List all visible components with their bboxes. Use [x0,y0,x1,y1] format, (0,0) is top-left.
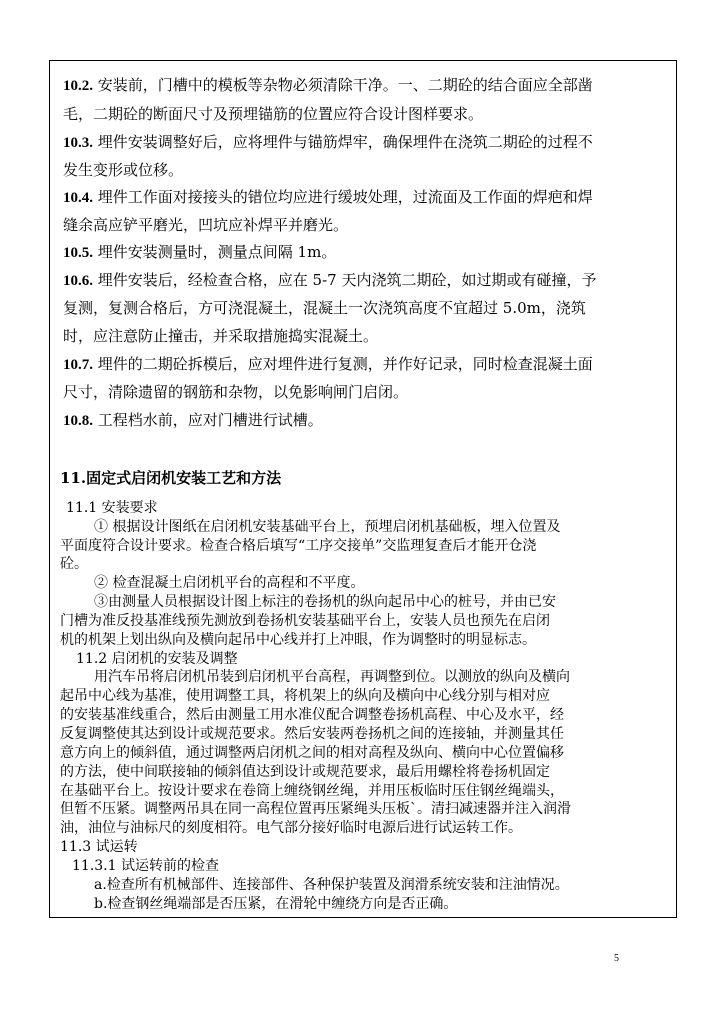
item-10-8-num: 10.8. [63,413,93,429]
item-10-6-num: 10.6. [63,273,93,289]
s11-2-line-2: 起吊中心线为基准，使用调整工具，将机架上的纵向及横向中心线分别与相对应 [60,688,550,704]
page-number: 5 [614,953,619,964]
s11-2-line-8: 但暂不压紧。调整两吊具在同一高程位置再压紧绳头压板`。清扫减速器并注入润滑 [60,801,571,817]
s11-1-line-6: 门槽为准反投基准线预先测放到卷扬机安装基础平台上，安装人员也预先在启闭 [60,613,550,629]
item-10-2-line-2: 毛，二期砼的断面尺寸及预埋锚筋的位置应符合设计图样要求。 [63,105,484,123]
s11-1-line-4: ② 检查混凝土启闭机平台的高程和不平度。 [94,575,365,591]
item-10-2-line-1: 10.2. 安装前，门槽中的模板等杂物必须清除干净。一、二期砼的结合面应全部凿 [63,76,593,94]
section-11-1-title: 11.1 安装要求 [66,500,158,516]
item-10-7-line-2: 尺寸，清除遗留的钢筋和杂物，以免影响闸门启闭。 [63,383,409,401]
s11-3-1-line-1: a.检查所有机械部件、连接部件、各种保护装置及润滑系统安装和注油情况。 [94,877,569,893]
s11-1-line-3: 砼。 [60,556,88,572]
item-10-6-line-1: 10.6. 埋件安装后，经检查合格，应在 5-7 天内浇筑二期砼，如过期或有碰撞，予 [63,271,597,289]
s11-2-line-6: 的方法，使中间联接轴的倾斜值达到设计或规范要求，最后用螺栓将卷扬机固定 [60,764,550,780]
item-10-7-line-1: 10.7. 埋件的二期砼拆模后，应对埋件进行复测，并作好记录，同时检查混凝土面 [63,355,593,373]
s11-2-line-9: 油，油位与油标尺的刻度相符。电气部分接好临时电源后进行试运转工作。 [60,820,522,836]
s11-2-line-7: 在基础平台上。按设计要求在卷筒上缠绕钢丝绳，并用压板临时压住钢丝绳端头， [60,783,564,799]
item-10-6-line-2: 复测，复测合格后，方可浇混凝土，混凝土一次浇筑高度不宜超过 5.0m，浇筑 [63,299,586,317]
section-11-3-1-title: 11.3.1 试运转前的检查 [72,858,219,874]
section-11-heading: 11.固定式启闭机安装工艺和方法 [60,469,282,487]
s11-2-line-3: 的安装基准线重合，然后由测量工用水准仪配合调整卷扬机高程、中心及水平，经 [60,707,564,723]
s11-2-line-5: 意方向上的倾斜值，通过调整两启闭机之间的相对高程及纵向、横向中心位置偏移 [60,745,564,761]
item-10-5-line-1: 10.5. 埋件安装测量时，测量点间隔 1m。 [63,243,337,261]
item-10-3-line-2: 发生变形或位移。 [63,161,184,179]
item-10-8-line-1: 10.8. 工程档水前，应对门槽进行试槽。 [63,411,323,429]
s11-1-line-2: 平面度符合设计要求。检查合格后填写“工序交接单”交监理复查后才能开仓浇 [60,538,537,554]
item-10-4-line-1: 10.4. 埋件工作面对接接头的错位均应进行缓坡处理，过流面及工作面的焊疤和焊 [63,188,593,206]
item-10-7-num: 10.7. [63,357,93,373]
s11-1-line-5: ③由测量人员根据设计图上标注的卷扬机的纵向起吊中心的桩号，并由已安 [94,594,556,610]
item-10-4-num: 10.4. [63,190,93,206]
item-10-5-num: 10.5. [63,245,93,261]
item-10-4-line-2: 缝余高应铲平磨光，凹坑应补焊平并磨光。 [63,216,349,234]
item-10-3-num: 10.3. [63,135,93,151]
item-10-6-line-3: 时，应注意防止撞击，并采取措施捣实混凝土。 [63,327,379,345]
s11-2-line-1: 用汽车吊将启闭机吊装到启闭机平台高程，再调整到位。以测放的纵向及横向 [94,669,570,685]
item-10-3-line-1: 10.3. 埋件安装调整好后，应将埋件与锚筋焊牢，确保埋件在浇筑二期砼的过程不 [63,133,593,151]
s11-1-line-1: ① 根据设计图纸在启闭机安装基础平台上，预埋启闭机基础板，埋入位置及 [94,519,561,535]
item-10-2-num: 10.2. [63,78,93,94]
s11-3-1-line-2: b.检查钢丝绳端部是否压紧，在滑轮中缠绕方向是否正确。 [94,896,458,912]
s11-2-line-4: 反复调整使其达到设计或规范要求。然后安装两卷扬机之间的连接轴，并测量其任 [60,726,564,742]
section-11-2-title: 11.2 启闭机的安装及调整 [76,651,238,667]
section-11-3-title: 11.3 试运转 [60,839,138,855]
s11-1-line-7: 机的机架上划出纵向及横向起吊中心线并打上冲眼，作为调整时的明显标志。 [60,632,536,648]
